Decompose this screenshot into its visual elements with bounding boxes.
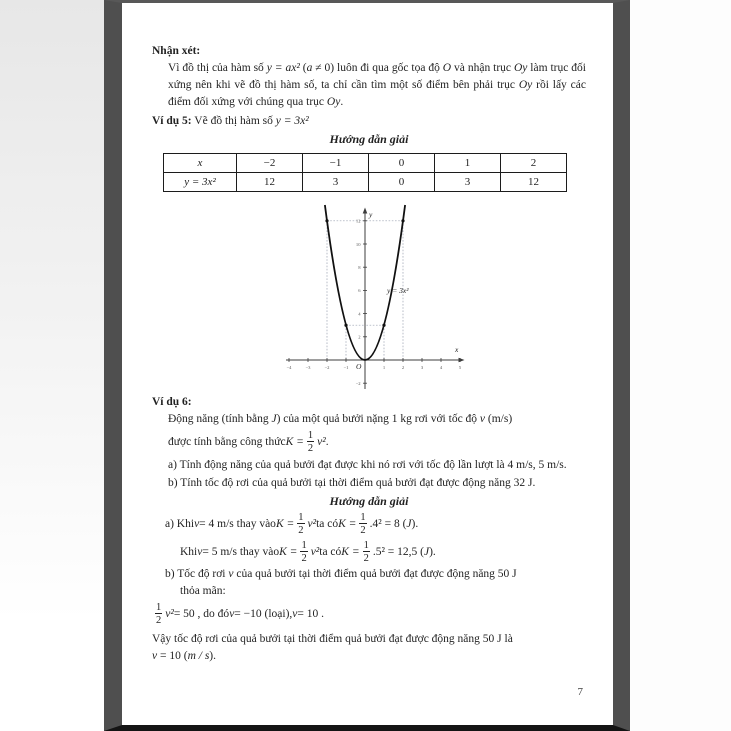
- y-axis-label: y: [369, 210, 373, 219]
- solution6-b1: b) Tốc độ rơi v của quả bưởi tại thời điểm quả bưởi đạt được động năng 50 J: [165, 568, 517, 580]
- svg-text:−4: −4: [286, 365, 292, 370]
- origin-label: O: [356, 362, 362, 371]
- fraction: $\frac{1}{2}$: [301, 539, 307, 564]
- table-row-y: [164, 173, 567, 192]
- example5-label: Ví dụ 5:: [152, 115, 192, 127]
- example5-formula: y = 3x²: [275, 115, 309, 127]
- data-point-dot: [401, 219, 404, 222]
- example6-heading: Ví dụ 6:: [152, 396, 192, 408]
- svg-text:2: 2: [358, 334, 361, 340]
- data-point-dot: [325, 219, 328, 222]
- example5-line: [152, 113, 586, 130]
- table-cell: 1: [435, 154, 501, 173]
- solution6-b2: thỏa mãn:: [180, 585, 226, 597]
- table-cell: x: [164, 154, 237, 173]
- x-axis-label: x: [455, 345, 459, 354]
- data-point-dot: [344, 324, 347, 327]
- page-number: 7: [577, 686, 583, 698]
- note-body: Vì đồ thị của hàm số y = ax² (a ≠ 0) luôn đi qua gốc tọa độ O và nhận trục Oy làm trục đối xứng nên khi vẽ đồ thị hàm số, ta chỉ cần tìm một số điểm bên phải trục Oy rồi lấy các điểm đối xứng với chúng qua trục Oy.: [168, 62, 587, 108]
- solution-header-5: Hướng dẫn giải: [329, 132, 409, 146]
- fraction: $\frac{1}{2}$: [363, 539, 369, 564]
- svg-text:1: 1: [382, 365, 386, 370]
- solution6-conclusion-line2: v = 10 (m / s).: [152, 650, 217, 662]
- table-row-x: [164, 154, 567, 173]
- svg-text:−3: −3: [305, 365, 311, 370]
- fraction: $\frac{1}{2}$: [298, 511, 304, 536]
- solution6-a2: Khi v = 5 m/s thay vào K = $\frac{1}{2}$ v² ta có K = $\frac{1}{2}$ .5² = 12,5 ( J ).: [180, 539, 436, 564]
- solution6-a1: a) Khi v = 4 m/s thay vào K = $\frac{1}{2}$ v² ta có K = $\frac{1}{2}$ .4² = 8 ( J ).: [165, 511, 419, 536]
- y-axis-arrow-icon: [363, 208, 368, 214]
- parabola-graph-svg: [283, 204, 475, 392]
- svg-text:10: 10: [355, 241, 361, 247]
- fraction: $\frac{1}{2}$: [360, 511, 366, 536]
- table-cell: 3: [303, 173, 369, 192]
- svg-text:2: 2: [401, 365, 405, 370]
- svg-text:3: 3: [420, 365, 424, 370]
- example6-intro-line1: Động năng (tính bằng J) của một quả bưởi nặng 1 kg rơi với tốc độ v (m/s): [168, 413, 513, 425]
- example6-item-a: a) Tính động năng của quả bưởi đạt được khi nó rơi với tốc độ lần lượt là 4 m/s, 5 m/s.: [168, 459, 567, 471]
- value-table: [163, 153, 567, 192]
- curve-equation-label: y = 3x²: [387, 286, 409, 295]
- table-cell: 12: [501, 173, 567, 192]
- page-content: [122, 3, 613, 725]
- parabola-graph: [283, 204, 475, 392]
- svg-text:−1: −1: [343, 365, 349, 370]
- note-heading: Nhận xét:: [152, 45, 201, 57]
- svg-text:5: 5: [458, 365, 462, 370]
- svg-text:−2: −2: [324, 365, 330, 370]
- fraction: $\frac{1}{2}$: [156, 601, 162, 626]
- svg-text:6: 6: [358, 288, 361, 294]
- x-axis-arrow-icon: [459, 358, 465, 363]
- example5-text: Vẽ đồ thị hàm số: [191, 115, 276, 127]
- svg-text:4: 4: [358, 311, 361, 317]
- table-cell: 3: [435, 173, 501, 192]
- solution-header-6: Hướng dẫn giải: [329, 494, 409, 508]
- example6-item-b: b) Tính tốc độ rơi của quả bưởi tại thời điểm quả bưởi đạt được động năng 32 J.: [168, 477, 536, 489]
- fraction: $\frac{1}{2}$: [307, 429, 314, 454]
- book-page: [104, 0, 630, 731]
- data-point-dot: [382, 324, 385, 327]
- solution6-conclusion-line1: Vậy tốc độ rơi của quả bưởi tại thời điểm quả bưởi đạt được động năng 50 J là: [152, 633, 513, 645]
- svg-text:12: 12: [355, 218, 361, 224]
- table-cell: 12: [237, 173, 303, 192]
- table-cell: −2: [237, 154, 303, 173]
- table-cell: −1: [303, 154, 369, 173]
- table-cell: 2: [501, 154, 567, 173]
- table-cell: 0: [369, 173, 435, 192]
- table-cell: y = 3x²: [164, 173, 237, 192]
- example6-intro-line2: được tính bằng công thức K = $\frac{1}{2}$ v² .: [168, 429, 329, 454]
- table-cell: 0: [369, 154, 435, 173]
- svg-text:4: 4: [439, 365, 443, 370]
- solution6-b3: $\frac{1}{2}$ v² = 50 , do đó v = −10 (loại), v = 10 .: [156, 601, 325, 626]
- svg-text:−2: −2: [355, 381, 361, 386]
- svg-text:8: 8: [358, 265, 361, 270]
